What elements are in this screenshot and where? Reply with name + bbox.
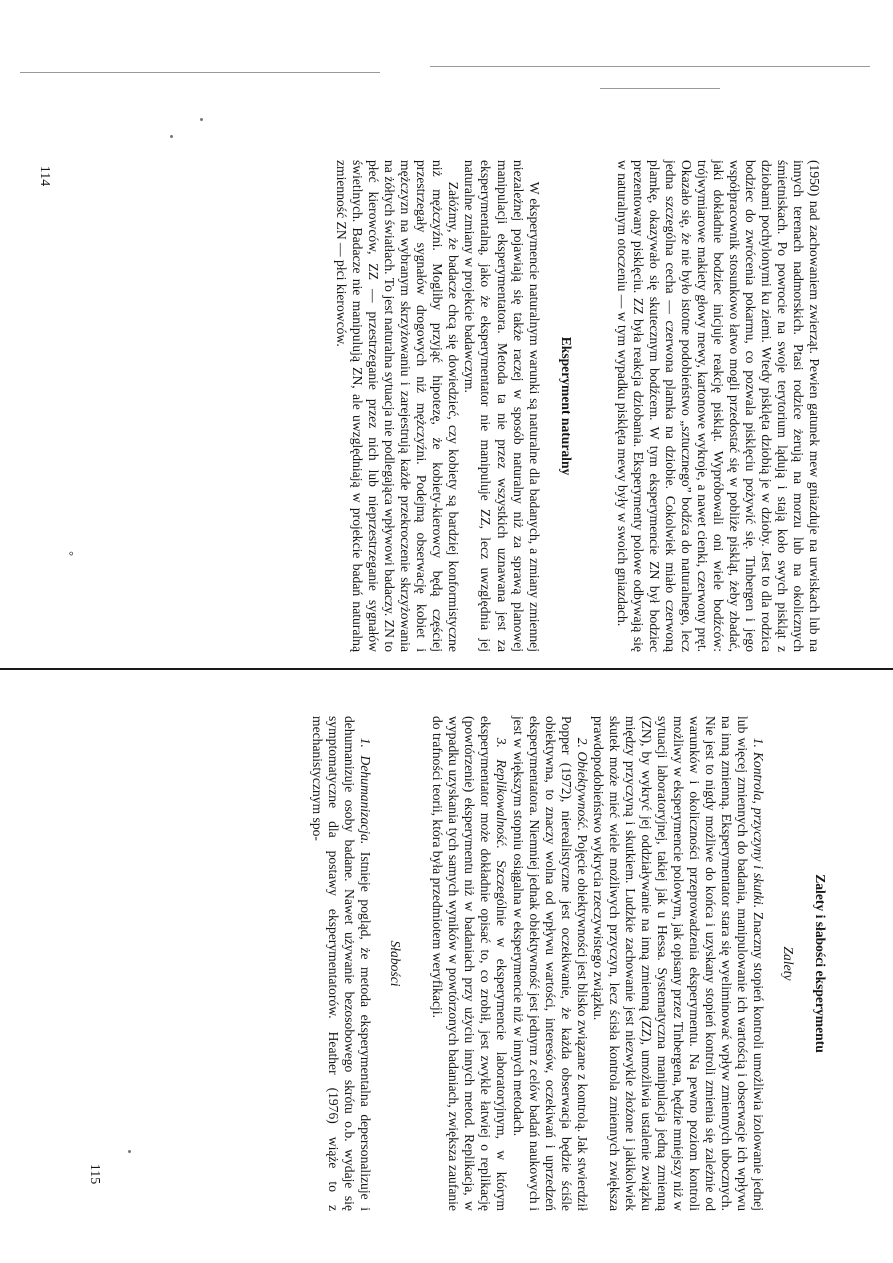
- page-gutter-line: [0, 668, 893, 670]
- strength-item-control: [590, 716, 766, 1211]
- section-heading-natural-experiment: Eksperyment naturalny: [558, 336, 574, 476]
- strength-item-replicability: [429, 716, 509, 1211]
- item-label: 1. Kontrola, przyczyny i skutki.: [751, 737, 766, 909]
- right-page-text: [68, 716, 828, 1211]
- left-paragraph-3: Załóżmy, że badacze chcą się dowiedzieć, czy kobiety są bardziej konformistyczne niż mężczyźni. Mogliby przyjąć hipotezę, że kobiety-kierowcy będą częściej przestrzegały sygnałów drogowych niż mężczyźni. Podejmą obserwację kobiet i mężczyzn na wybranym skrzyżowaniu i zarejestrują każde przekroczenie skrzyżowania na żółtych światłach. To jest naturalna sytuacja nie podlegająca wpływowi badaczy. ZN to płeć kierowców, ZZ — przestrzeganie przez nich lub nieprzestrzeganie sygnałów świetlnych. Badacze nie manipulują ZN, ale uwzględniają w projekcie badań naturalną zmienność ZN — płci kierowców.: [334, 160, 462, 652]
- subheading-weaknesses: Słabości: [388, 940, 404, 987]
- item-text: Szczególnie w eksperymencie laboratoryjnym, w którym eksperymentator może dokładnie opisać to, co zrobił, jest zwykle łatwiej o replikację (powtórzenie) eksperymentu niż w badaniach przy użyciu innych metod. Replikacja, w wypadku uzyskania tych samych wyników w powtórzonych badaniach, zwiększa zaufanie do trafności teorii, która była przedmiotem weryfikacji.: [430, 716, 510, 1211]
- scan-artifact: [600, 88, 720, 89]
- spacer: [403, 716, 429, 1211]
- scan-artifact: [430, 66, 870, 67]
- left-page-text: [100, 160, 822, 652]
- scan-artifact: [20, 72, 380, 73]
- strength-item-objectivity: [510, 716, 590, 1211]
- subheading-strengths: Zalety: [781, 946, 796, 981]
- weakness-item-dehumanization: [309, 716, 373, 1211]
- item-text: Znaczny stopień kontroli umożliwia izolowanie jednej lub więcej zmiennych do badania, manipulowanie ich wartością i obserwacje ich wpływu na inną zmienną. Eksperymentator stara się wyeliminować wpływ zmiennych ubocznych. Nie jest to nigdy możliwe do końca i uzyskany stopień kontroli zmienia się zależnie od warunków i okoliczności przeprowadzenia eksperymentu. Na pewno poziom kontroli możliwy w eksperymencie polowym, jak opisany przez Tinbergena, będzie mniejszy niż w sytuacji laboratoryjnej, takiej jak u Hessa. Systematyczna manipulacja jedną zmienną (ZN), by wykryć jej oddziaływanie na inną zmienną (ZZ), umożliwia ustalenie związku między przyczyną i skutkiem. Ludzkie zachowanie jest niezwykle złożone i jakikolwiek skutek może mieć wiele możliwych przyczyn, lecz ścisła kontrola zmiennych zwiększa prawdopodobieństwo wykrycia rzeczywistego związku.: [590, 716, 766, 1211]
- scan-artifact: [200, 118, 203, 121]
- page-number-left: 114: [37, 165, 53, 187]
- item-text: Pojęcie obiektywności jest blisko związane z kontrolą. Jak stwierdził Popper (1972), nierealistyczne jest oczekiwanie, że każda obserwacja będzie ściśle obiektywna, to znaczy wolna od wpływu wartości, interesów, oczekiwań i uprzedzeń eksperymentatora. Niemniej jednak obiektywność jest jednym z celów badań naukowych i jest w większym stopniu osiągalna w eksperymencie niż w innych metodach.: [510, 716, 590, 1211]
- item-label: 2. Obiektywność.: [574, 737, 590, 832]
- section-heading-strengths-weaknesses: Zalety i słabości eksperymentu: [813, 874, 828, 1053]
- left-paragraph-2: W eksperymencie naturalnym warunki są naturalne dla badanych, a zmiany zmiennej niezależnej pojawiają się także raczej w sposób naturalny niż za sprawą planowej manipulacji eksperymentatora. Metoda ta nie przez wszystkich uznawana jest za eksperymentalną, jako że eksperymentator nie manipuluje ZZ, lecz uwzględnia jej naturalne zmiany w projekcie badawczym.: [462, 160, 542, 652]
- ink-mark: °: [61, 551, 76, 556]
- item-label: 1. Dehumanizacja.: [358, 737, 374, 845]
- page-number-right: 115: [87, 1163, 103, 1185]
- left-paragraph-1: (1950) nad zachowaniem zwierząt. Pewien gatunek mew gniazduje na urwiskach lub na innych terenach nadmorskich. Ptasi rodzice żerują na morzu lub na okolicznych śmietniskach. Po powrocie na swoje terytorium lądują i stają koło swych piskląt z dziobami pochylonymi ku ziemi. Wtedy pisklęta dziobią je w dzioby. Jest to dla rodzica bodziec do zwrócenia pokarmu, co pozwala pisklęciu pożywić się. Tinbergen i jego współpracownik stosunkowo łatwo mogli przedostać się w pobliże piskląt, żeby zbadać, jaki dokładnie bodziec inicjuje reakcję piskląt. Wypróbowali oni wiele bodźców: trójwymiarowe makiety głowy mewy, kartonowe wykroje, a nawet cienki, czerwony pręt. Okazało się, że nie było istotne podobieństwo „sztucznego” bodźca do naturalnego, lecz jedna szczególna cecha — czerwona plamka na dziobie. Cokolwiek miało czerwoną plamkę, okazywało się skutecznym bodźcem. W tym eksperymencie ZN był bodziec prezentowany pisklęciu. ZZ była reakcja dziobania. Eksperymenty polowe odbywają się w naturalnym otoczeniu — w tym wypadku pisklęta mewy były w swoich gniazdach.: [614, 160, 822, 652]
- item-text: Istnieje pogląd, że metoda eksperymentalna depersonalizuje i dehumanizuje osoby badane. Nawet używanie bezosobowego skrótu o.b. wydaje się symptomatyczne dla postawy eksperymentatorów. Heather (1976) wiąże to z mechanistycznym spo-: [310, 716, 374, 1211]
- spacer: [574, 160, 614, 652]
- item-label: 3. Replikowalność.: [494, 737, 510, 849]
- scan-artifact: [170, 135, 173, 138]
